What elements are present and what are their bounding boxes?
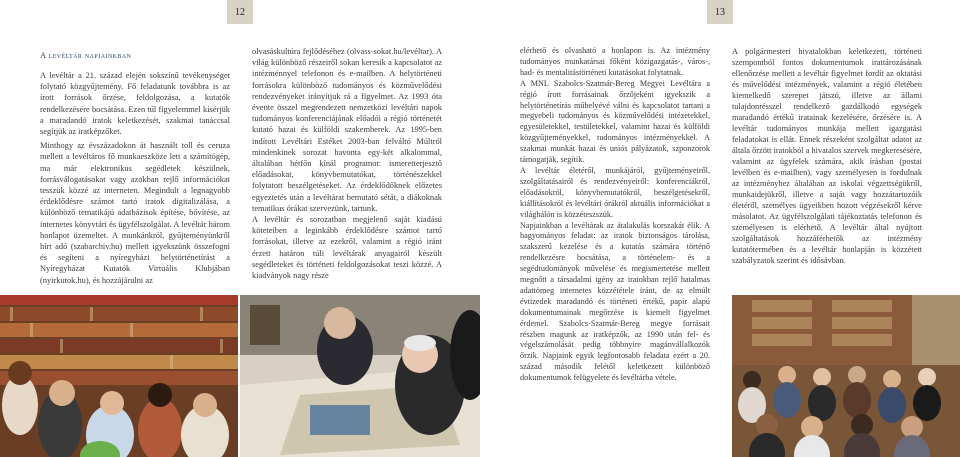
section-heading: A levéltár napjainkban: [40, 50, 132, 60]
paragraph: Napjainkban a levéltárak az átalakulás korszakát élik. A hagyományos feladat: az iratok biztonságos tárolása, szakszerű kezelése és a kutatás számára történő rendelkezésre bocsátása, a történelem- és a segédtudományok művelése és megismertetése mellett megnőtt a társadalmi igény az iratokban rejlő hatalmas adattömeg internetes közzététele iránt, de az elmúlt évtizedek maradandó és történeti értékű, papír alapú dokumentumainak megőrzése is kiemelt figyelmet érdemel. Szabolcs-Szatmár-Bereg megye forrásait részben magunk az iratképzők, az 1990 után fel- és végelszámolását pedig többnyire magánvállalkozók őrzik. Napjaink egyik legfontosabb feladata ezért a 20. század második felétől keletkezett különböző dokumentumok felügyelete és levéltárba vétele.: [520, 220, 710, 383]
paragraph: A levéltár a 21. század elején sokszínű tevékenységet folytató közgyűjtemény. Fő feladatunk továbbra is az írott források őrzése, feldolgozása, a kutatók rendelkezésére bocsátása. Ezen túl figyelemmel kísérjük a maradandó iratok keletkezését, szakmai tanáccsal segítjük az iratképzőket.: [40, 71, 230, 137]
text-column-4: [732, 46, 922, 266]
page-number-left: 12: [227, 0, 253, 24]
photo-map-examination: [240, 295, 480, 457]
text-column-2: [252, 46, 442, 281]
paragraph: A polgármesteri hivatalokban keletkezett, történeti szempontból fontos dokumentumok irattározásának ellenőrzése mellett a levéltár figyelmet fordít az oktatási és művelődési intézmények, valamint a régió életében kiemelkedő szerepet játszó, illetve az állami tulajdonrésszel rendelkező gazdálkodó egységek maradandó értékű iratainak kezelésére, őrzésére is. A levéltár tudományos munkája mellett igazgatási feladatokat is ellát. Ennek részeként szolgáltat adatot az általa őrzött iratokból a hivatalos szervek megkeresésére, valamint az ügyfelek számára, akik írásban (postai levélben és e-mailben), vagy személyesen is fordulnak az intézményhez általában az iskolai végzettségükről, munkaidejükről, illetve a saját vagy hozzátartozóik életéről, személyes ügyeikben hozott végzésekről kérve másolatot. Az ügyfélszolgálati tájékoztatás telefonon és személyesen is elérhető. A levéltár által nyújtott szolgáltatások hozzáférhetők az intézmény kutatótermében és a levéltár honlapján is közzétett szabályzatok szerint és idősávban.: [732, 47, 922, 265]
library-shelves-illustration: [0, 295, 238, 457]
paragraph: A MNL Szabolcs-Szatmár-Bereg Megyei Levéltára a régió írott forrásainak őrzőjeként igyekszik a helytörténetírás műhelyévé válni és kapcsolatot tartani a megyebeli tudományos és közművelődési intézetekkel, egyesületekkel, testületekkel, valamint hazai és külföldi közgyűjteményekkel, tudományos intézményekkel. A szakmai munkát hazai és uniós pályázatok, szponzorok támogatják, segítik.: [520, 78, 710, 165]
photo-library-children: [0, 295, 238, 457]
text-column-1: [40, 70, 230, 286]
page-number-right: 13: [707, 0, 733, 24]
paragraph: olvasáskultúra fejlődéséhez (olvass-sokat.hu/levéltar). A világ különböző részeiről sokan keresik a kapcsolatot az intézménnyel telefonon és e-mailben. A helytörténeti forrásokra különböző tudományos és közművelődési rendezvényeket irányítjuk rá a figyelmet. Az 1993 óta évente összel megrendezett nemzetközi levéltári napok tudományos konferenciájának előadói a régió történetét kutató hazai és külföldi szakemberek. Az 1995-ben indított Levéltári Estéket 2003-ban felváltó Múltról mindenkinek sorozat havonta egy-két alkalommal, általában hétfőn kínál programot: ismeretterjesztő előadásokat, könyvbemutatókat, történészekkel folytatott beszélgetéseket. Az érdeklődőknek előzetes egyeztetés után a levéltárat bemutató sétát, a diákoknak tematikus órákat szervezünk, tartunk.: [252, 47, 442, 213]
paragraph: A levéltár életéről, munkájáról, gyűjteményeiről, szolgáltatásairól és rendezvényeiről: konferenciákról, előadásokról, könyvbemutatókról, beszélgetésekről, kiállításokról és levéltári órákról aktuális információkat a világhálón is közzéteszszük.: [520, 165, 710, 219]
audience-illustration: [732, 295, 960, 457]
paragraph: Minthogy az évszázadokon át használt toll és ceruza mellett a levéltáros fő munkaeszköze lett a számítógép, ma már elektronikus segédletek készülnek, forrásválogatásokat vagy azokban rejlő információkat tesszük közzé az interneten. Megindult a legnagyobb érdeklődésre számot tartó iratok digitalizálása, a különböző tematikájú adatbázisok építése, bővítése, az internetes könyvtári és ügyfélszolgálat. A levéltár három honlapot üzemeltet. A munkánkról, gyűjteményünkről hírt adó (szabarchiv.hu) mellett igyekszünk összefogni és segíteni a nyíregyházi helytörténetírást a Nyíregyházat Kutatók Virtuális Klubjában (nyirkutok.hu), és hozzájárulni az: [40, 141, 230, 285]
text-column-3: [520, 46, 710, 384]
photo-conference-audience: [732, 295, 960, 457]
map-examination-illustration: [240, 295, 480, 457]
paragraph: A levéltár és sorozatban megjelenő saját kiadású köteteiben a leginkább érdeklődésre számot tartó forrásokat, illetve az ezekről, valamint a régió iránt érzett határon túli levéltárak anyagairól készült segédleteket és történeti feldolgozásokat teszi közzé. A kiadványok nagy része: [252, 215, 442, 281]
paragraph: elérhető és olvasható a honlapon is. Az intézmény tudományos munkatársai főként közigazgatás-, város-, had- és mentalitástörténeti kutatásokat folytatnak.: [520, 46, 710, 77]
